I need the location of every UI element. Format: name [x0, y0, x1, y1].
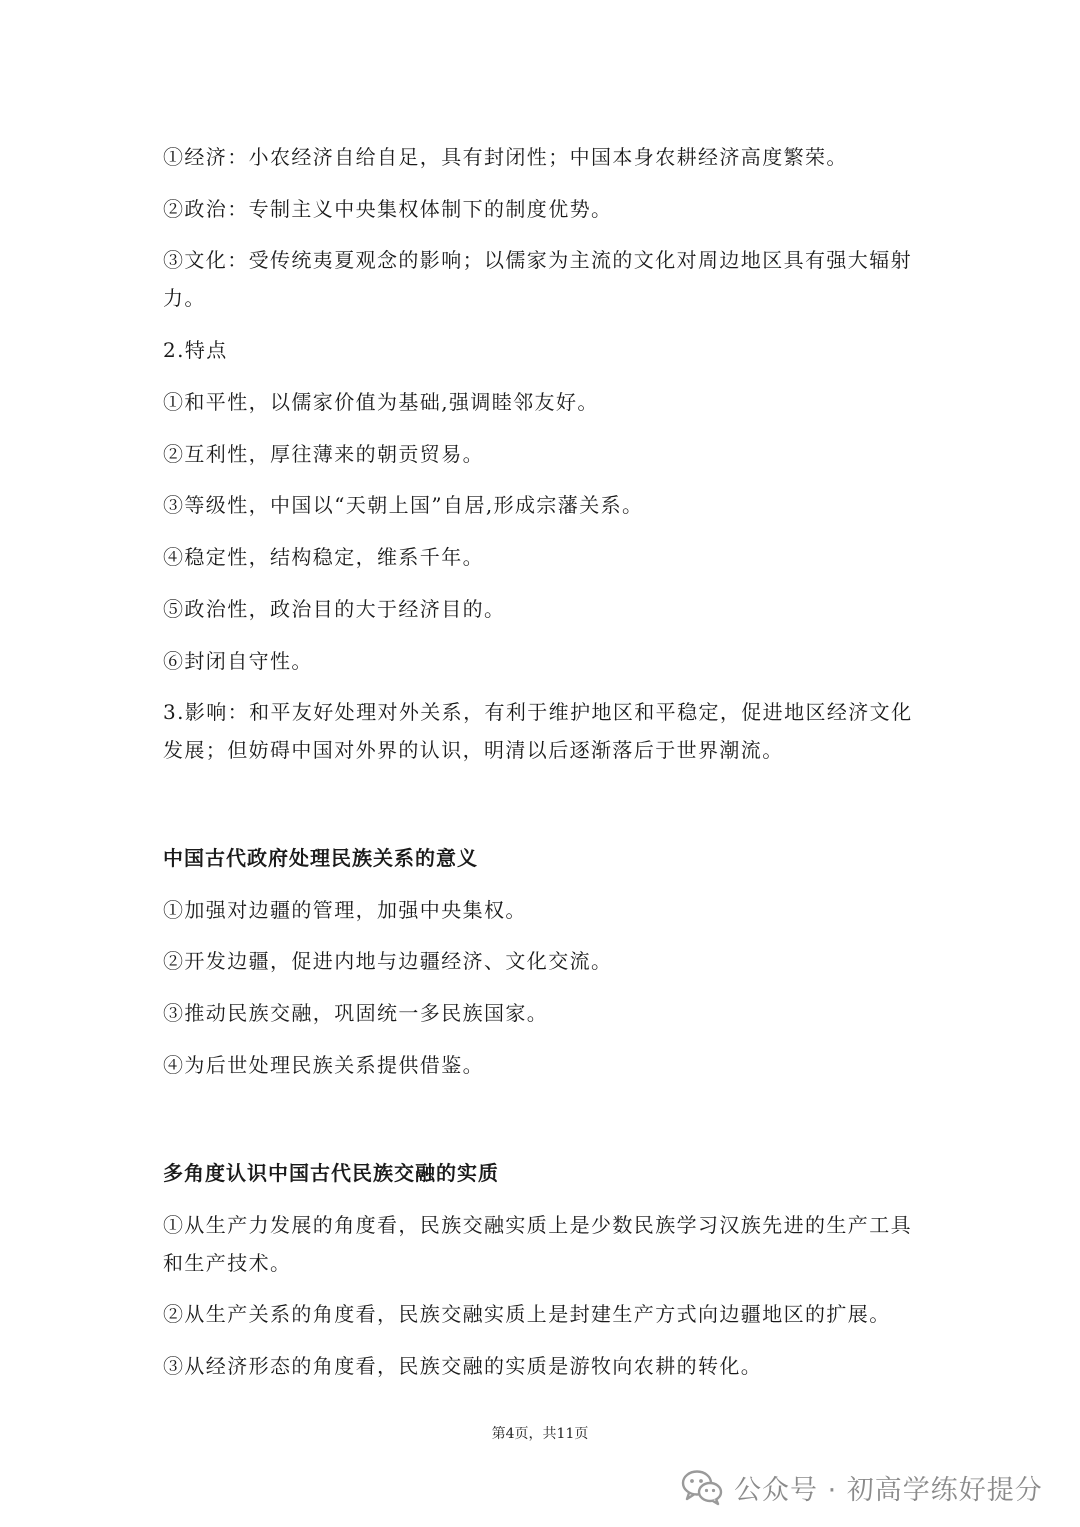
feature-item: ①和平性，以儒家价值为基础,强调睦邻友好。 — [163, 390, 599, 414]
list-item: ②开发边疆，促进内地与边疆经济、文化交流。 — [163, 949, 613, 973]
reason-culture: ③文化：受传统夷夏观念的影响；以儒家为主流的文化对周边地区具有强大辐射 — [163, 248, 912, 272]
list-item: ①从生产力发展的角度看，民族交融实质上是少数民族学习汉族先进的生产工具 — [163, 1213, 912, 1237]
feature-item: ⑥封闭自守性。 — [163, 649, 313, 673]
feature-item: ③等级性，中国以“天朝上国”自居,形成宗藩关系。 — [163, 493, 644, 517]
section-heading-ethnic-policy: 中国古代政府处理民族关系的意义 — [163, 846, 478, 870]
feature-item: ④稳定性，结构稳定，维系千年。 — [163, 545, 484, 569]
list-item: ①加强对边疆的管理，加强中央集权。 — [163, 898, 527, 922]
wechat-icon — [680, 1467, 724, 1507]
list-item: ③推动民族交融，巩固统一多民族国家。 — [163, 1001, 549, 1025]
reason-politics: ②政治：专制主义中央集权体制下的制度优势。 — [163, 197, 613, 221]
reason-culture-cont: 力。 — [163, 286, 206, 310]
watermark — [680, 1465, 1043, 1509]
list-item: ④为后世处理民族关系提供借鉴。 — [163, 1053, 484, 1077]
list-item: ③从经济形态的角度看，民族交融的实质是游牧向农耕的转化。 — [163, 1354, 763, 1378]
list-item: ②从生产关系的角度看，民族交融实质上是封建生产方式向边疆地区的扩展。 — [163, 1302, 891, 1326]
section-heading-ethnic-fusion: 多角度认识中国古代民族交融的实质 — [163, 1161, 499, 1185]
feature-item: ⑤政治性，政治目的大于经济目的。 — [163, 597, 506, 621]
feature-item: ②互利性，厚往薄来的朝贡贸易。 — [163, 442, 484, 466]
features-title: 2.特点 — [163, 338, 228, 362]
impact-line: 3.影响：和平友好处理对外关系，有利于维护地区和平稳定，促进地区经济文化 — [163, 700, 913, 724]
impact-line-cont: 发展；但妨碍中国对外界的认识，明清以后逐渐落后于世界潮流。 — [163, 738, 784, 762]
list-item-cont: 和生产技术。 — [163, 1251, 292, 1275]
page-number: 第4页，共11页 — [491, 1426, 589, 1442]
watermark-text: 公众号 · 初高学练好提分 — [734, 1474, 1043, 1506]
reason-economy: ①经济：小农经济自给自足，具有封闭性；中国本身农耕经济高度繁荣。 — [163, 145, 848, 169]
